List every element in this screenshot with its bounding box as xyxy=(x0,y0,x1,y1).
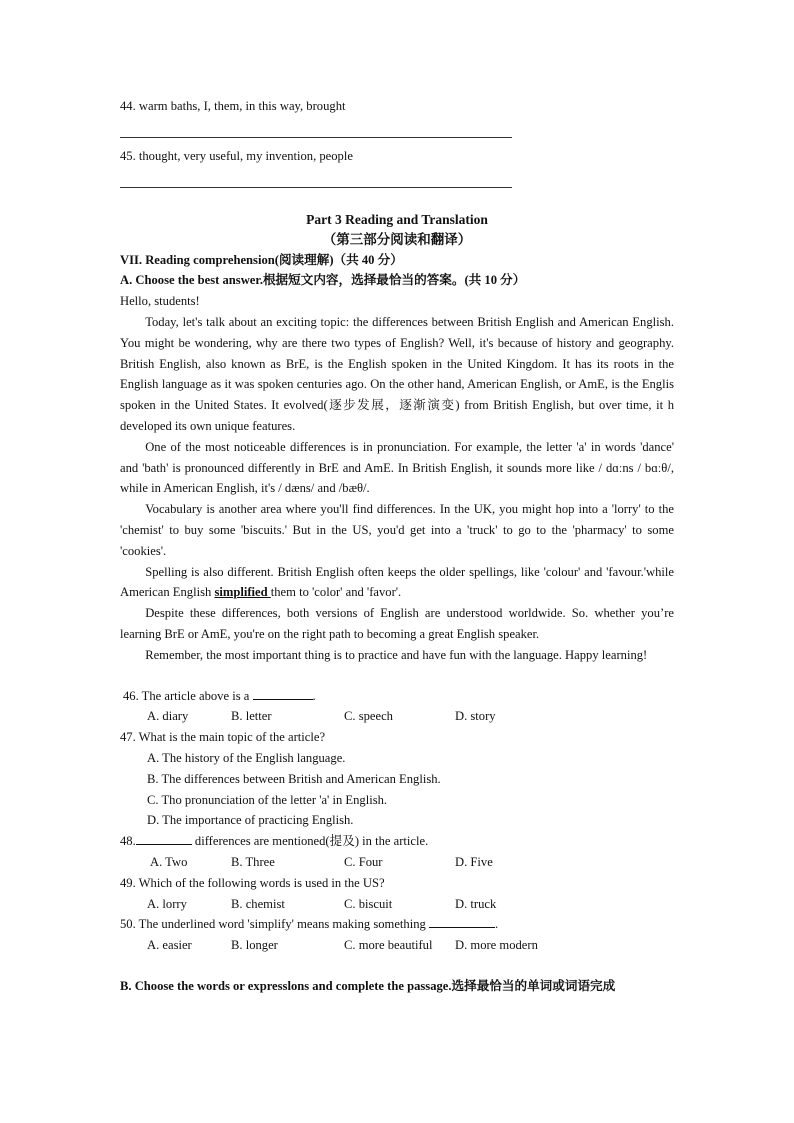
passage-paragraph-6: Remember, the most important thing is to practice and have fun with the language. Happy learning! xyxy=(145,647,648,662)
p4-text-after: them to 'color' and 'favor'. xyxy=(270,585,402,600)
question-48-number: 48. xyxy=(120,834,136,849)
passage-paragraph-2: One of the most noticeable differences is in pronunciation. For example, the letter 'a' in words 'dance' and 'bath' is pronounced differently in BrE and AmE. In British English, it sounds more like / dɑːns / bɑːθ/, while in American English, it's / dæns/ and /bæθ/. xyxy=(120,439,674,496)
part-subtitle: （第三部分阅读和翻译） xyxy=(322,231,472,247)
part-title: Part 3 Reading and Translation xyxy=(306,211,488,227)
option-49-c[interactable]: C. biscuit xyxy=(344,896,393,911)
question-50-stem-end: . xyxy=(494,917,499,932)
question-47 xyxy=(120,727,674,831)
question-46 xyxy=(120,686,674,728)
option-50-b[interactable]: B. longer xyxy=(231,938,278,953)
question-48-stem: differences are mentioned(提及) in the article. xyxy=(191,834,429,849)
option-47-a[interactable]: A. The history of the English language. xyxy=(147,750,346,765)
option-48-a[interactable]: A. Two xyxy=(150,854,188,869)
option-49-b[interactable]: B. chemist xyxy=(231,896,285,911)
option-49-d[interactable]: D. truck xyxy=(455,896,497,911)
section-b-heading: B. Choose the words or expresslons and complete the passage.选择最恰当的单词或词语完成 xyxy=(120,978,616,993)
question-46-stem: 46. The article above is a xyxy=(123,688,253,703)
question-45-prompt: 45. thought, very useful, my invention, people xyxy=(120,148,353,163)
passage xyxy=(120,291,674,665)
option-48-d[interactable]: D. Five xyxy=(455,854,493,869)
option-46-b[interactable]: B. letter xyxy=(231,709,272,724)
question-49-stem: 49. Which of the following words is used in the US? xyxy=(120,875,385,890)
question-44-prompt: 44. warm baths, I, them, in this way, brought xyxy=(120,99,346,113)
p4-text-before: Spelling is also different. British English often keeps the older spellings, like 'colour' and 'favour.'while American English xyxy=(120,564,674,600)
option-46-a[interactable]: A. diary xyxy=(147,709,189,724)
option-50-c[interactable]: C. more beautiful xyxy=(344,938,433,953)
option-47-d[interactable]: D. The importance of practicing English. xyxy=(147,813,354,828)
question-47-stem: 47. What is the main topic of the article? xyxy=(120,730,326,745)
question-50 xyxy=(120,914,674,956)
underlined-word: simplified xyxy=(214,585,271,600)
answer-blank-50[interactable] xyxy=(429,914,495,928)
answer-blank-48[interactable] xyxy=(136,831,192,845)
option-47-c[interactable]: C. Tho pronunciation of the letter 'a' in English. xyxy=(147,792,388,807)
worksheet-page xyxy=(120,96,674,997)
option-46-d[interactable]: D. story xyxy=(455,709,496,724)
passage-paragraph-4 xyxy=(120,562,674,604)
section-heading: VII. Reading comprehension(阅读理解)（共 40 分） xyxy=(120,252,403,267)
passage-greeting: Hello, students! xyxy=(120,294,200,309)
option-48-c[interactable]: C. Four xyxy=(344,854,383,869)
answer-line-45[interactable] xyxy=(120,167,512,188)
option-50-a[interactable]: A. easier xyxy=(147,938,192,953)
section-a-heading: A. Choose the best answer.根据短文内容，选择最恰当的答案。(共 10 分） xyxy=(120,273,526,288)
option-50-d[interactable]: D. more modern xyxy=(455,938,538,953)
question-48 xyxy=(120,831,674,873)
passage-paragraph-1: Today, let's talk about an exciting topic: the differences between British English and American English. You might be wondering, why are there two types of English? Well, it's because of history and geography. British English, also known as BrE, is the English spoken in the United Kingdom. It has its roots in the English language as it was spoken centuries ago. On the other hand, American English, or AmE, is the Englis spoken in the United States. It evolved(逐步发展，逐渐演变) from British English, but over time, it h developed its own unique features. xyxy=(120,314,674,433)
passage-paragraph-5: Despite these differences, both versions of English are understood worldwide. So. whether you’re learning BrE or AmE, you're on the right path to becoming a great English speaker. xyxy=(120,606,674,641)
option-46-c[interactable]: C. speech xyxy=(344,709,393,724)
question-49 xyxy=(120,873,674,915)
option-49-a[interactable]: A. lorry xyxy=(147,896,187,911)
question-50-stem: 50. The underlined word 'simplify' means making something xyxy=(120,917,429,932)
answer-blank-46[interactable] xyxy=(253,686,313,700)
option-48-b[interactable]: B. Three xyxy=(231,854,275,869)
option-47-b[interactable]: B. The differences between British and American English. xyxy=(147,771,441,786)
passage-paragraph-3: Vocabulary is another area where you'll find differences. In the UK, you might hop into a 'lorry' to the 'chemist' to buy some 'biscuits.' But in the US, you'd get into a 'truck' to go to the 'pharmacy' to some 'cookies'. xyxy=(120,502,674,558)
question-46-stem-end: . xyxy=(312,688,316,703)
answer-line-44[interactable] xyxy=(120,117,512,138)
